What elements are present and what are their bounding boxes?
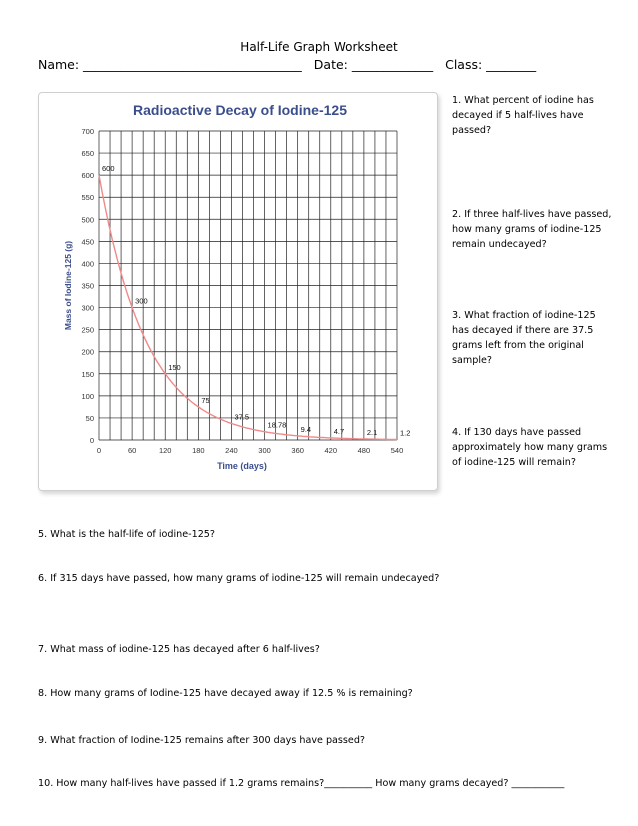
question-2: 2. If three half-lives have passed, how many grams of iodine-125 remain undecayed?: [452, 209, 612, 250]
decay-chart: [38, 92, 438, 491]
question-7: 7. What mass of iodine-125 has decayed after 6 half-lives?: [38, 644, 320, 655]
y-tick-label: 550: [81, 193, 94, 203]
point-label: 18.78: [267, 420, 287, 430]
question-8: 8. How many grams of Iodine-125 have decayed away if 12.5 % is remaining?: [38, 688, 413, 699]
y-tick-label: 700: [81, 127, 94, 136]
class-field[interactable]: Class: ________: [445, 57, 537, 72]
y-tick-label: 600: [81, 171, 94, 181]
point-label: 300: [135, 296, 148, 306]
point-label: 2.1: [366, 428, 378, 438]
x-tick-label: 180: [192, 446, 205, 455]
question-5: 5. What is the half-life of iodine-125?: [38, 529, 216, 540]
question-4: 4. If 130 days have passed approximately how many grams of iodine-125 will remain?: [452, 427, 608, 468]
y-tick-label: 200: [81, 347, 94, 357]
x-tick-label: 0: [96, 446, 102, 455]
y-tick-label: 150: [81, 369, 94, 379]
x-tick-label: 240: [225, 446, 238, 455]
header-fields: [38, 57, 536, 72]
x-tick-label: 420: [324, 446, 338, 455]
question-6: 6. If 315 days have passed, how many grams of iodine-125 will remain undecayed?: [38, 573, 440, 584]
y-tick-label: 350: [81, 281, 94, 291]
question-10: 10. How many half-lives have passed if 1.2 grams remains?__________ How many grams decayed? ___________: [38, 778, 565, 789]
x-axis-label: Time (days): [217, 461, 267, 471]
y-tick-label: 500: [81, 215, 94, 225]
x-tick-label: 540: [390, 446, 404, 455]
chart-title: Radioactive Decay of Iodine-125: [133, 102, 347, 118]
point-label: 37.5: [234, 412, 250, 422]
point-label: 600: [102, 164, 115, 174]
x-tick-label: 360: [291, 446, 304, 455]
point-label: 1.2: [400, 428, 411, 438]
chart-svg: [39, 93, 437, 490]
question-9: 9. What fraction of Iodine-125 remains after 300 days have passed?: [38, 735, 366, 746]
x-tick-label: 300: [258, 446, 271, 455]
y-tick-label: 50: [85, 413, 94, 423]
y-tick-label: 0: [89, 436, 94, 445]
x-tick-label: 60: [127, 446, 137, 455]
date-field[interactable]: Date: _____________: [313, 57, 434, 72]
point-label: 150: [168, 362, 181, 372]
y-tick-label: 100: [81, 391, 94, 401]
point-label: 75: [201, 395, 210, 405]
point-label: 9.4: [300, 424, 312, 434]
y-axis-label: Mass of Iodine-125 (g): [63, 240, 73, 331]
x-tick-label: 120: [158, 446, 172, 455]
y-tick-label: 450: [81, 237, 94, 247]
y-tick-label: 250: [81, 325, 94, 335]
y-tick-label: 400: [81, 259, 94, 269]
x-tick-label: 480: [357, 446, 371, 455]
y-tick-label: 650: [81, 149, 94, 159]
y-tick-label: 300: [81, 303, 94, 313]
question-3: 3. What fraction of iodine-125 has decayed if there are 37.5 grams left from the original sample?: [452, 310, 596, 366]
point-label: 4.7: [333, 426, 345, 436]
worksheet-title: Half-Life Graph Worksheet: [240, 40, 398, 54]
name-field[interactable]: Name: ___________________________________: [38, 57, 302, 72]
question-1: 1. What percent of iodine has decayed if 5 half-lives have passed?: [452, 95, 594, 136]
